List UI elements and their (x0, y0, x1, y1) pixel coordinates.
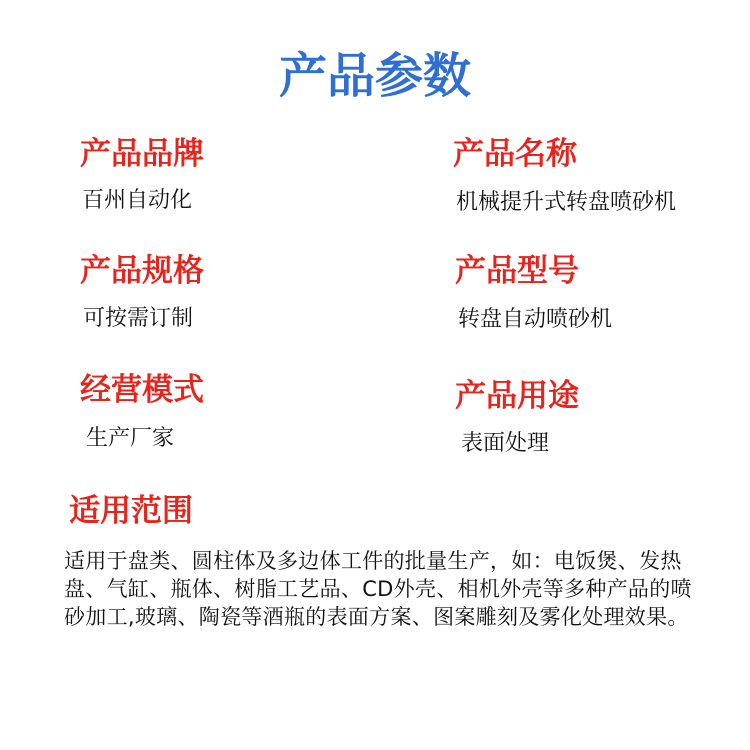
page-title: 产品参数 (278, 48, 471, 104)
brand-value: 百州自动化 (82, 188, 193, 213)
spec-label: 产品规格 (80, 253, 204, 289)
business-mode-label: 经营模式 (80, 372, 204, 408)
scope-description: 适用于盘类、圆柱体及多边体工件的批量生产，如：电饭煲、发热盘、气缸、瓶体、树脂工艺品、CD外壳、相机外壳等多种产品的喷砂加工,玻璃、陶瓷等酒瓶的表面方案、图案雕刻及雾化处理效果。 (64, 549, 692, 629)
usage-label: 产品用途 (455, 378, 579, 414)
model-value: 转盘自动喷砂机 (458, 307, 613, 332)
brand-label: 产品品牌 (80, 136, 204, 172)
spec-value: 可按需订制 (83, 306, 194, 331)
business-mode-value: 生产厂家 (86, 426, 175, 451)
scope-label: 适用范围 (69, 493, 193, 529)
usage-value: 表面处理 (461, 431, 550, 456)
model-label: 产品型号 (455, 253, 579, 289)
product-name-value: 机械提升式转盘喷砂机 (456, 190, 677, 215)
product-name-label: 产品名称 (453, 136, 577, 172)
